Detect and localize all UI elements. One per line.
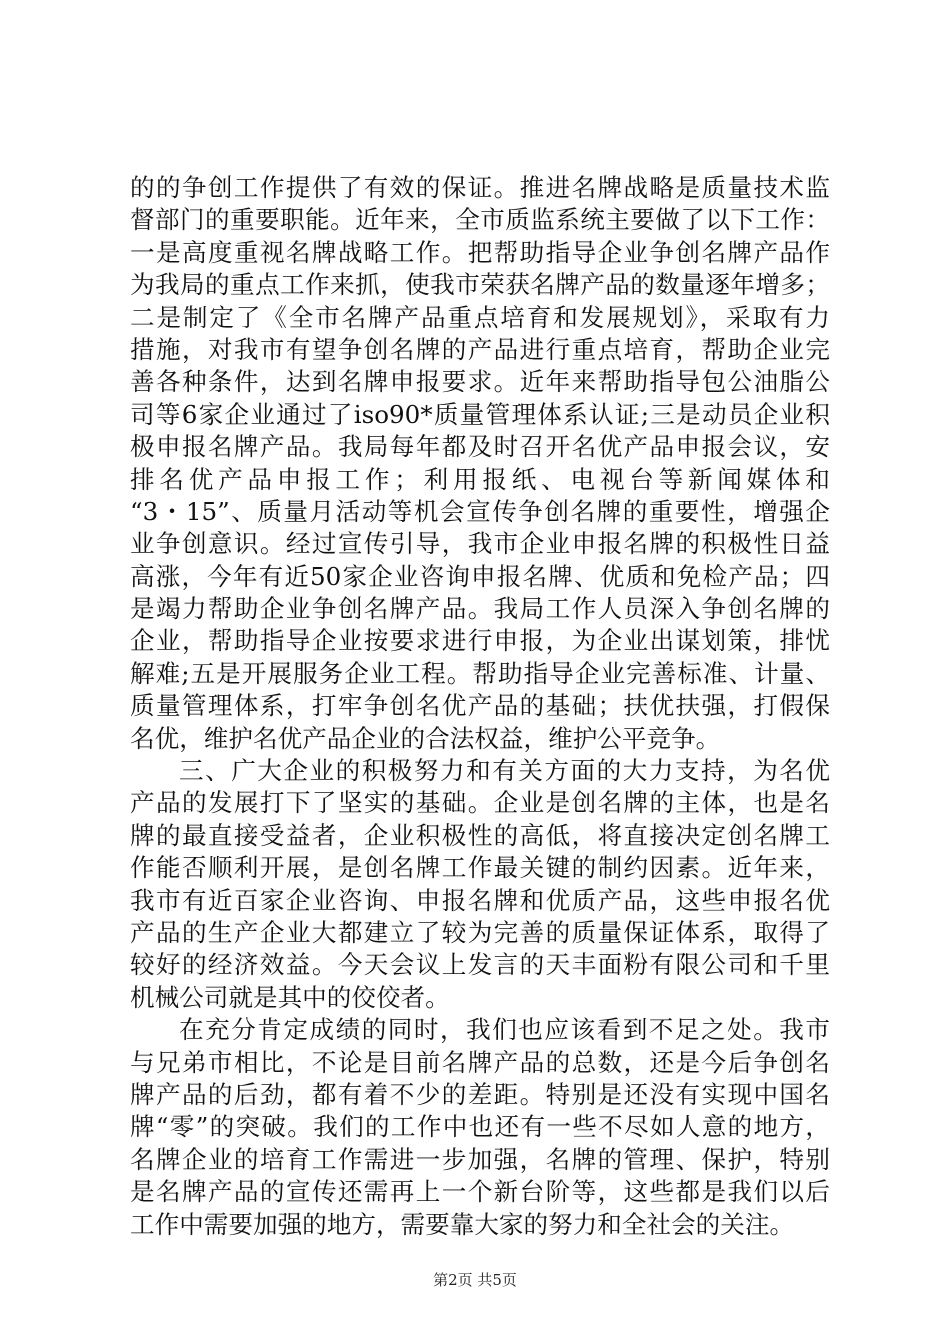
text-line: 善各种条件，达到名牌申报要求。近年来帮助指导包公油脂公 (130, 367, 830, 397)
paragraph (130, 755, 830, 1014)
text-line: 牌的最直接受益者，企业积极性的高低，将直接决定创名牌工 (130, 820, 830, 850)
text-line: 牌“零”的突破。我们的工作中也还有一些不尽如人意的地方， (130, 1112, 830, 1142)
text-line: 业争创意识。经过宣传引导，我市企业申报名牌的积极性日益 (130, 529, 830, 559)
text-line: 名优，维护名优产品企业的合法权益，维护公平竞争。 (130, 723, 721, 753)
text-line: 名牌企业的培育工作需进一步加强，名牌的管理、保护，特别 (130, 1144, 830, 1174)
text-line: 措施，对我市有望争创名牌的产品进行重点培育，帮助企业完 (130, 334, 830, 364)
text-line: 质量管理体系，打牢争创名优产品的基础；扶优扶强，打假保 (130, 691, 830, 721)
text-line: 极申报名牌产品。我局每年都及时召开名优产品申报会议，安 (130, 432, 830, 462)
text-line: 是竭力帮助企业争创名牌产品。我局工作人员深入争创名牌的 (130, 594, 830, 624)
page-footer: 第2页 共5页 (433, 1271, 517, 1289)
text-line: 高涨，今年有近50家企业咨询申报名牌、优质和免检产品；四 (130, 561, 830, 591)
text-line: 一是高度重视名牌战略工作。把帮助指导企业争创名牌产品作 (130, 237, 830, 267)
text-line: 企业，帮助指导企业按要求进行申报，为企业出谋划策，排忧 (130, 626, 830, 656)
text-line: 我市有近百家企业咨询、申报名牌和优质产品，这些申报名优 (130, 885, 830, 915)
text-line: 是名牌产品的宣传还需再上一个新台阶等，这些都是我们以后 (130, 1177, 830, 1207)
text-line: 机械公司就是其中的佼佼者。 (130, 982, 450, 1012)
text-line: 较好的经济效益。今天会议上发言的天丰面粉有限公司和千里 (130, 950, 830, 980)
text-line: 作能否顺利开展，是创名牌工作最关键的制约因素。近年来， (130, 853, 830, 883)
text-line: 与兄弟市相比，不论是目前名牌产品的总数，还是今后争创名 (130, 1047, 830, 1077)
paragraph (130, 172, 830, 755)
text-line: 产品的生产企业大都建立了较为完善的质量保证体系，取得了 (130, 917, 830, 947)
text-line: 司等6家企业通过了iso90*质量管理体系认证;三是动员企业积 (130, 399, 830, 429)
text-line: 排名优产品申报工作；利用报纸、电视台等新闻媒体和 (130, 464, 830, 494)
text-line: 三、广大企业的积极努力和有关方面的大力支持，为名优 (179, 756, 830, 786)
text-line: 的的争创工作提供了有效的保证。推进名牌战略是质量技术监 (130, 173, 830, 202)
paragraph (130, 1014, 830, 1241)
text-line: 牌产品的后劲，都有着不少的差距。特别是还没有实现中国名 (130, 1079, 830, 1109)
document-body (130, 172, 830, 1241)
text-line: 产品的发展打下了坚实的基础。企业是创名牌的主体，也是名 (130, 788, 830, 818)
text-line: 在充分肯定成绩的同时，我们也应该看到不足之处。我市 (179, 1015, 830, 1045)
text-line: 解难;五是开展服务企业工程。帮助指导企业完善标准、计量、 (130, 658, 830, 688)
text-line: 工作中需要加强的地方，需要靠大家的努力和全社会的关注。 (130, 1209, 795, 1239)
text-line: 二是制定了《全市名牌产品重点培育和发展规划》，采取有力 (130, 302, 830, 332)
text-line: 督部门的重要职能。近年来，全市质监系统主要做了以下工作： (130, 205, 830, 235)
text-line: 为我局的重点工作来抓，使我市荣获名牌产品的数量逐年增多； (130, 270, 830, 300)
text-line: “3・15”、质量月活动等机会宣传争创名牌的重要性，增强企 (130, 496, 830, 526)
